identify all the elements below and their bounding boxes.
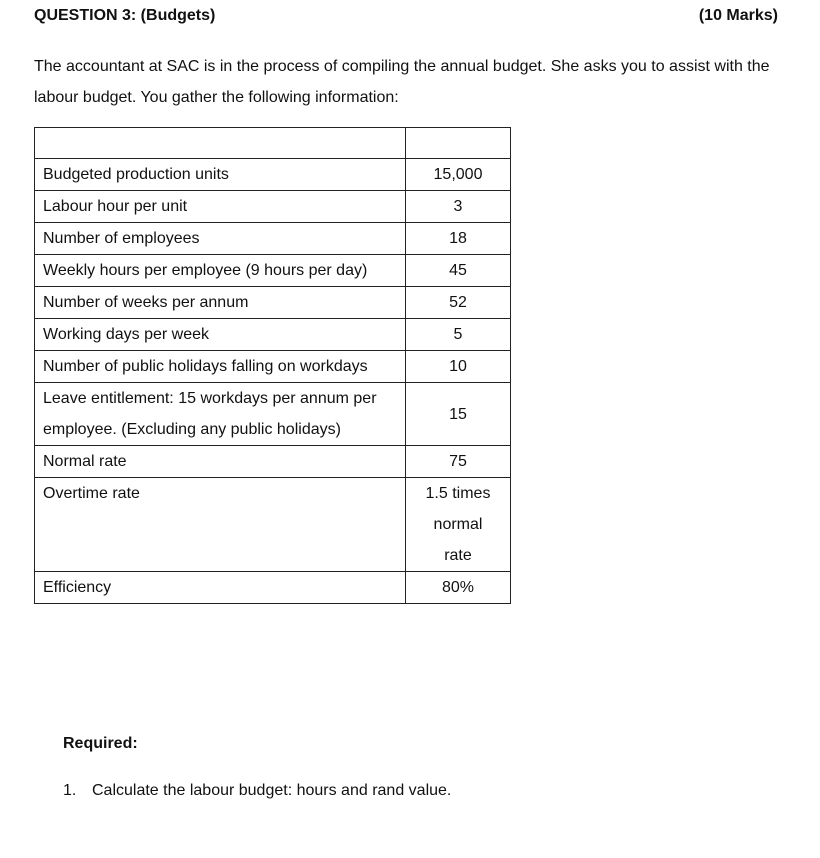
value-line: 1.5 times — [425, 485, 491, 502]
row-label: Leave entitlement: 15 workdays per annum per employee. (Excluding any public holidays) — [35, 383, 406, 446]
table-row — [35, 351, 511, 383]
row-value: 45 — [406, 255, 511, 287]
row-label: Number of employees — [35, 223, 406, 255]
row-value: 80% — [406, 572, 511, 604]
task-number: 1. — [63, 782, 77, 799]
question-title: QUESTION 3: (Budgets) — [34, 7, 216, 24]
table-row — [35, 287, 511, 319]
table-row — [35, 159, 511, 191]
row-label: Number of weeks per annum — [35, 287, 406, 319]
table-row — [35, 572, 511, 604]
row-value: 5 — [406, 319, 511, 351]
table-row — [35, 223, 511, 255]
row-value: 75 — [406, 446, 511, 478]
table-row — [35, 383, 511, 446]
table-row — [35, 319, 511, 351]
row-value: 10 — [406, 351, 511, 383]
information-table — [34, 127, 511, 604]
table-row — [35, 255, 511, 287]
row-label: Labour hour per unit — [35, 191, 406, 223]
row-value: 18 — [406, 223, 511, 255]
table-row — [35, 191, 511, 223]
row-value: 3 — [406, 191, 511, 223]
row-label: Efficiency — [35, 572, 406, 604]
required-heading: Required: — [63, 735, 138, 752]
row-value — [406, 478, 511, 572]
blank-value-cell — [406, 128, 511, 159]
value-line: rate — [444, 547, 472, 564]
intro-paragraph: The accountant at SAC is in the process of compiling the annual budget. She asks you to assist with the labour budget. You gather the following information: — [34, 58, 770, 106]
blank-label-cell — [35, 128, 406, 159]
row-label: Weekly hours per employee (9 hours per day) — [35, 255, 406, 287]
row-value: 15,000 — [406, 159, 511, 191]
row-label: Working days per week — [35, 319, 406, 351]
task-text: Calculate the labour budget: hours and rand value. — [92, 782, 452, 799]
row-value: 15 — [406, 383, 511, 446]
task-item — [63, 782, 451, 800]
marks-label: (10 Marks) — [698, 7, 778, 24]
row-label: Overtime rate — [35, 478, 406, 572]
value-line: normal — [433, 516, 483, 533]
question-header — [34, 7, 778, 29]
row-label: Number of public holidays falling on workdays — [35, 351, 406, 383]
table-row — [35, 478, 511, 572]
row-label: Normal rate — [35, 446, 406, 478]
row-value: 52 — [406, 287, 511, 319]
table-header-row — [35, 128, 511, 159]
table-row — [35, 446, 511, 478]
row-label: Budgeted production units — [35, 159, 406, 191]
